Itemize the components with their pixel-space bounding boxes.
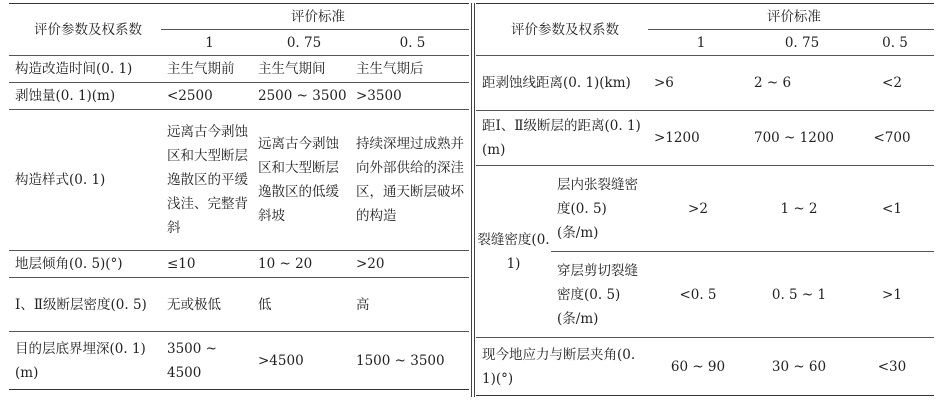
right-evaluation-table — [476, 3, 934, 396]
value-cell: <700 — [873, 130, 911, 146]
value-cell: 持续深埋过成熟并向外部供给的深洼区，通天断层破坏的构造 — [356, 136, 464, 224]
value-cell: 远离古今剥蚀区和大型断层逸散区的平缓浅洼、完整背斜 — [167, 124, 248, 236]
level-header: 0. 5 — [882, 34, 908, 51]
param-cell: 距Ⅰ、Ⅱ级断层的距离(0. 1)(m) — [482, 118, 641, 158]
value-cell: 无或极低 — [167, 296, 221, 313]
level-header: 0. 5 — [399, 34, 426, 51]
table-row — [9, 332, 469, 390]
value-cell: <2500 — [167, 88, 213, 104]
value-cell: <30 — [877, 358, 907, 375]
value-cell: 0. 5 ~ 1 — [771, 286, 827, 303]
value-cell: ≤10 — [167, 256, 196, 272]
value-cell: >4500 — [258, 352, 304, 369]
table-row — [476, 56, 934, 111]
param-cell: 距剥蚀线距离(0. 1)(km) — [482, 75, 631, 91]
group-cell: 裂缝密度(0. 1) — [477, 231, 550, 272]
value-cell: >1200 — [654, 130, 700, 146]
value-cell: 主生气期前 — [167, 61, 235, 77]
value-cell: 60 ~ 90 — [670, 358, 726, 375]
param-cell: 层内张裂缝密度(0. 5)(条/m) — [557, 176, 638, 241]
table-row — [476, 338, 934, 396]
value-cell: <1 — [882, 200, 902, 217]
table-row — [9, 251, 469, 278]
table-row — [9, 110, 469, 251]
table-separator-line — [471, 3, 472, 397]
value-cell: 3500 ~ 4500 — [167, 340, 217, 381]
value-cell: 远离古今剥蚀区和大型断层逸散区的低缓斜坡 — [258, 136, 339, 224]
value-cell: 主生气期间 — [258, 61, 326, 77]
param-cell: 目的层底界埋深(0. 1)(m) — [15, 340, 146, 381]
table-row — [476, 166, 934, 252]
standard-header: 评价标准 — [648, 4, 934, 30]
header-row — [476, 4, 934, 30]
table-separator-line — [474, 3, 475, 397]
value-cell: 30 ~ 60 — [771, 358, 827, 375]
param-cell: 构造改造时间(0. 1) — [15, 61, 133, 77]
value-cell: >1 — [882, 286, 902, 303]
value-cell: >2 — [688, 200, 708, 217]
level-header: 0. 75 — [286, 34, 322, 51]
level-header: 1 — [696, 34, 706, 51]
level-header: 0. 75 — [784, 34, 820, 51]
value-cell: 2500 ~ 3500 — [258, 88, 347, 104]
value-cell: 700 ~ 1200 — [754, 130, 835, 146]
param-cell: 剥蚀量(0. 1)(m) — [15, 88, 116, 104]
param-header: 评价参数及权系数 — [9, 4, 161, 56]
value-cell: 2 ~ 6 — [754, 75, 792, 91]
value-cell: 10 ~ 20 — [258, 256, 313, 272]
value-cell: 低 — [258, 296, 272, 313]
param-cell: 地层倾角(0. 5)(°) — [15, 256, 123, 272]
table-row — [476, 111, 934, 166]
table-row — [9, 83, 469, 110]
value-cell: 1500 ~ 3500 — [356, 352, 445, 369]
table-row — [9, 278, 469, 332]
left-evaluation-table — [9, 3, 469, 390]
value-cell: >6 — [654, 75, 674, 91]
header-row — [9, 4, 469, 30]
param-cell: 穿层剪切裂缝密度(0. 5)(条/m) — [557, 262, 638, 327]
value-cell: <2 — [882, 75, 902, 91]
value-cell: >3500 — [356, 88, 402, 104]
value-cell: 1 ~ 2 — [780, 200, 818, 217]
param-cell: 构造样式(0. 1) — [15, 172, 106, 188]
value-cell: >20 — [356, 256, 385, 272]
param-header: 评价参数及权系数 — [476, 4, 648, 56]
value-cell: <0. 5 — [679, 286, 717, 303]
param-cell: 现今地应力与断层夹角(0. 1)(°) — [482, 346, 636, 387]
value-cell: 主生气期后 — [356, 61, 424, 77]
param-cell: Ⅰ、Ⅱ级断层密度(0. 5) — [15, 296, 147, 313]
table-row — [9, 56, 469, 83]
value-cell: 高 — [356, 296, 370, 313]
standard-header: 评价标准 — [161, 4, 469, 30]
level-header: 1 — [205, 34, 214, 51]
